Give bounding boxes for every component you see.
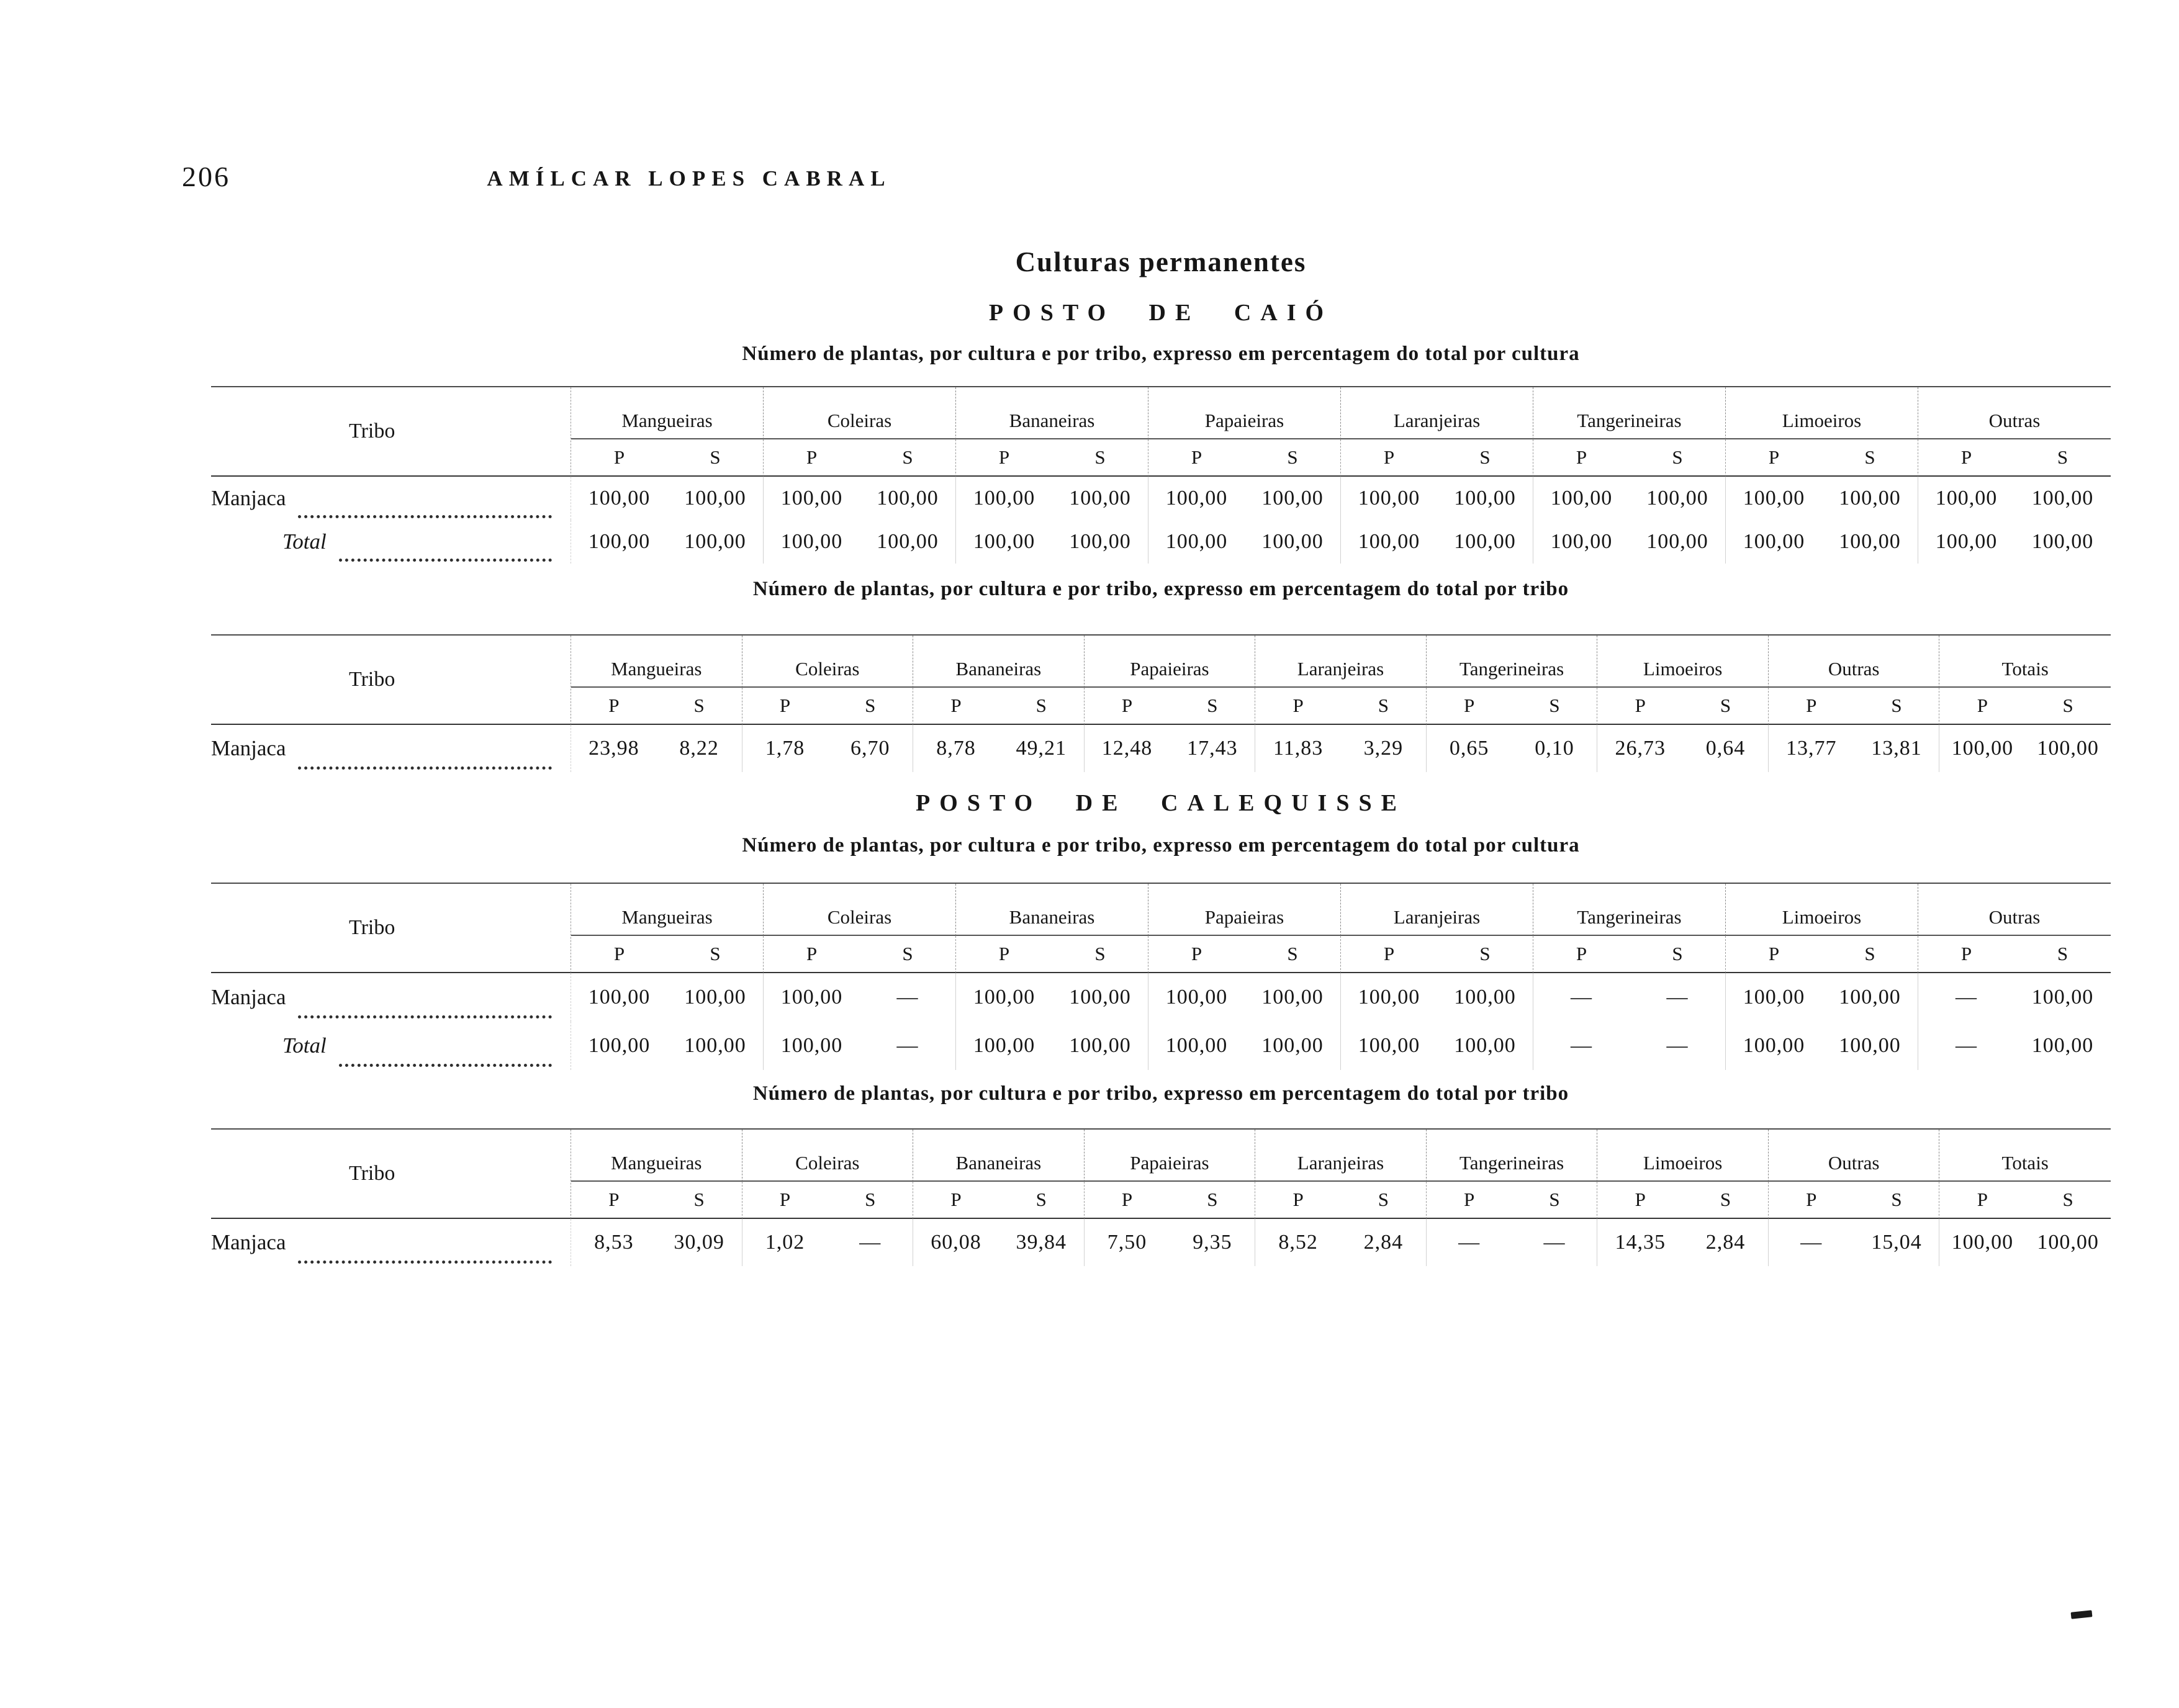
table-cell: 100,00 [1165,487,1228,510]
table-cell: 100,00 [588,986,651,1009]
culture-column-header: Outras [1918,387,2111,439]
subcolumn-header: S [1854,688,1940,725]
culture-column-header: Outras [1918,884,2111,936]
table-cell: 100,00 [1358,530,1420,553]
subcolumn-header: P [1769,688,1854,725]
subcolumn-header: P [1597,688,1683,725]
row-label-text: Manjaca [211,985,286,1009]
table-cell: — [860,1022,956,1070]
table-cell: 0,65 [1449,737,1489,760]
subcolumn-header: P [571,439,667,477]
table-cell: 3,29 [1341,725,1427,772]
dotted-leader [298,743,552,770]
subcolumn-header: S [1822,439,1918,477]
subcolumn-header: S [1683,688,1769,725]
subcolumn-header: S [828,688,913,725]
table-cell: 100,00 [973,487,1035,510]
subcolumn-header: S [1341,688,1427,725]
table-cell: 100,00 [1358,1034,1420,1057]
culture-column-header: Tangerineiras [1427,1130,1598,1182]
table-cell: 100,00 [780,487,843,510]
section-heading-posto-de-caio: POSTO DE CAIÓ [988,300,1333,326]
subcolumn-header: S [1052,439,1148,477]
dotted-leader [298,1237,552,1264]
subcolumn-header: P [1085,688,1170,725]
table-cell: 100,00 [1630,520,1726,564]
subcolumn-header: P [1939,688,2025,725]
table-cell: — [1458,1231,1481,1254]
table-cell: 100,00 [780,530,843,553]
tribo-column-header: Tribo [211,1130,571,1219]
culture-column-header: Laranjeiras [1255,636,1427,688]
subcolumn-header: S [657,688,742,725]
subcolumn-header: P [1769,1182,1854,1219]
table-cell: — [1630,1022,1726,1070]
table-cell: — [1956,1034,1977,1057]
subcolumn-header: S [1170,688,1255,725]
table-cell: 14,35 [1615,1231,1666,1254]
subcolumn-header: P [1427,1182,1512,1219]
subcolumn-header: P [1533,936,1630,973]
table-cell: 100,00 [1165,530,1228,553]
subcolumn-header: P [1085,1182,1170,1219]
table-cell: 100,00 [667,1022,764,1070]
subcolumn-header: S [2025,688,2111,725]
table-cell: 100,00 [1550,530,1613,553]
subcolumn-header: S [667,936,764,973]
culture-column-header: Laranjeiras [1341,387,1533,439]
table-cell: 2,84 [1683,1219,1769,1266]
subcolumn-header: P [742,688,828,725]
row-label [211,477,571,520]
table-calequisse-por-cultura [211,883,2111,1070]
subcolumn-header: S [2014,439,2111,477]
table-cell: 100,00 [1052,973,1148,1022]
subcolumn-header: P [1341,439,1437,477]
culture-column-header: Mangueiras [571,636,742,688]
table-cell: 100,00 [1630,477,1726,520]
table-cell: 1,02 [765,1231,805,1254]
culture-column-header: Papaieiras [1148,884,1341,936]
table-cell: 100,00 [1743,986,1805,1009]
table-cell: 12,48 [1101,737,1153,760]
culture-column-header: Mangueiras [571,884,764,936]
row-label [211,520,571,564]
subcolumn-header: P [742,1182,828,1219]
table-cell: 100,00 [1437,1022,1533,1070]
page-number: 206 [182,161,230,192]
subcolumn-header: P [1918,439,2014,477]
table-cell: 2,84 [1341,1219,1427,1266]
table-cell: 100,00 [2037,737,2099,760]
table-cell: 30,09 [657,1219,742,1266]
table-cell: 100,00 [2031,1034,2094,1057]
culture-column-header: Mangueiras [571,1130,742,1182]
culture-column-header: Bananeiras [956,387,1148,439]
table-cell: 100,00 [1245,520,1341,564]
table-caio-por-tribo [211,634,2111,772]
subcolumn-header: S [1437,439,1533,477]
table-cell: 0,10 [1512,725,1598,772]
table-caio-por-cultura [211,386,2111,564]
subcolumn-header: S [1512,688,1598,725]
table-cell: 1,78 [765,737,805,760]
table-cell: — [1571,986,1592,1009]
table-calequisse-por-tribo [211,1128,2111,1266]
table-cell: 49,21 [999,725,1085,772]
table-cell: 100,00 [860,477,956,520]
subcolumn-header: P [1939,1182,2025,1219]
subcolumn-header: S [1630,936,1726,973]
subcolumn-header: P [1148,936,1245,973]
table-cell: 100,00 [1935,487,1998,510]
subcolumn-header: S [1245,439,1341,477]
table-cell: 100,00 [1245,973,1341,1022]
table-cell: 100,00 [1052,520,1148,564]
table-cell: 100,00 [1437,520,1533,564]
table-cell: 100,00 [1052,1022,1148,1070]
table-cell: 8,22 [657,725,742,772]
row-label [211,1022,571,1070]
culture-column-header: Outras [1769,636,1940,688]
table-cell: 100,00 [1951,1231,2014,1254]
row-label [211,1219,571,1266]
culture-column-header: Coleiras [742,636,914,688]
subcolumn-header: S [999,1182,1085,1219]
table-cell: 100,00 [1822,520,1918,564]
subcolumn-header: P [1726,936,1822,973]
subcolumn-header: S [657,1182,742,1219]
subcolumn-header: P [1148,439,1245,477]
table-cell: — [1512,1219,1598,1266]
table-cell: 100,00 [1437,477,1533,520]
table-cell: 100,00 [588,487,651,510]
table-cell: 100,00 [1743,530,1805,553]
subcolumn-header: P [764,936,860,973]
subcolumn-header: S [860,936,956,973]
table-cell: 100,00 [588,530,651,553]
subcolumn-header: S [1437,936,1533,973]
subcolumn-header: S [1630,439,1726,477]
ink-smudge [2071,1610,2093,1619]
row-label-text: Total [282,1033,327,1058]
section-heading-posto-de-calequisse: POSTO DE CALEQUISSE [916,790,1406,816]
subcolumn-header: P [1255,688,1341,725]
subcolumn-header: P [1255,1182,1341,1219]
culture-column-header: Limoeiros [1726,884,1918,936]
table-cell: 100,00 [1358,487,1420,510]
subcolumn-header: S [2014,936,2111,973]
subcolumn-header: P [571,688,657,725]
table-cell: — [828,1219,913,1266]
table-cell: 100,00 [1437,973,1533,1022]
table-cell: 100,00 [1822,973,1918,1022]
table-cell: 100,00 [1550,487,1613,510]
subcolumn-header: P [913,688,999,725]
table-cell: 100,00 [2031,487,2094,510]
dotted-leader [298,991,552,1018]
table-cell: 6,70 [828,725,913,772]
subcolumn-header: S [1854,1182,1940,1219]
subcolumn-header: S [2025,1182,2111,1219]
table-cell: 11,83 [1273,737,1324,760]
row-label-text: Manjaca [211,486,286,510]
subcolumn-header: S [1512,1182,1598,1219]
table-cell: 39,84 [999,1219,1085,1266]
culture-column-header: Papaieiras [1148,387,1341,439]
table-cell: 15,04 [1854,1219,1940,1266]
table-cell: 100,00 [780,1034,843,1057]
subcolumn-header: P [1533,439,1630,477]
table-cell: 100,00 [2031,530,2094,553]
row-label [211,973,571,1022]
culture-column-header: Totais [1939,636,2111,688]
culture-column-header: Papaieiras [1085,636,1256,688]
culture-column-header: Outras [1769,1130,1940,1182]
subcolumn-header: P [571,936,667,973]
culture-column-header: Coleiras [764,884,956,936]
culture-column-header: Bananeiras [913,1130,1085,1182]
table-cell: 13,81 [1854,725,1940,772]
subcolumn-header: P [571,1182,657,1219]
table-caption-caio-por-tribo: Número de plantas, por cultura e por tribo, expresso em percentagem do total por tribo [752,578,1569,600]
table-cell: 100,00 [973,1034,1035,1057]
table-cell: 17,43 [1170,725,1255,772]
table-cell: 100,00 [1951,737,2014,760]
table-caption-calequisse-por-cultura: Número de plantas, por cultura e por tribo, expresso em percentagem do total por cultura [742,834,1580,856]
culture-column-header: Laranjeiras [1255,1130,1427,1182]
page-title: Culturas permanentes [1015,246,1307,277]
subcolumn-header: P [1597,1182,1683,1219]
subcolumn-header: P [913,1182,999,1219]
table-cell: 60,08 [931,1231,981,1254]
table-cell: 23,98 [589,737,639,760]
table-cell: 26,73 [1615,737,1666,760]
subcolumn-header: P [764,439,860,477]
table-cell: 100,00 [588,1034,651,1057]
table-cell: 100,00 [1165,1034,1228,1057]
subcolumn-header: P [1726,439,1822,477]
table-cell: — [1630,973,1726,1022]
table-cell: 100,00 [1245,1022,1341,1070]
running-header: AMÍLCAR LOPES CABRAL [487,166,891,191]
culture-column-header: Tangerineiras [1533,387,1726,439]
subcolumn-header: S [1245,936,1341,973]
table-cell: — [860,973,956,1022]
subcolumn-header: S [1683,1182,1769,1219]
row-label [211,725,571,772]
dotted-leader [339,537,552,562]
subcolumn-header: S [667,439,764,477]
subcolumn-header: S [828,1182,913,1219]
table-cell: 100,00 [667,973,764,1022]
table-cell: — [1800,1231,1823,1254]
culture-column-header: Tangerineiras [1533,884,1726,936]
dotted-leader [339,1040,552,1067]
table-cell: 100,00 [973,530,1035,553]
table-cell: — [1956,986,1977,1009]
culture-column-header: Bananeiras [956,884,1148,936]
table-caption-calequisse-por-tribo: Número de plantas, por cultura e por tribo, expresso em percentagem do total por tribo [752,1082,1569,1105]
table-caption-caio-por-cultura: Número de plantas, por cultura e por tribo, expresso em percentagem do total por cultura [742,343,1580,365]
table-cell: 13,77 [1786,737,1837,760]
subcolumn-header: P [956,439,1052,477]
table-cell: 100,00 [1052,477,1148,520]
table-cell: 100,00 [1743,1034,1805,1057]
table-cell: 100,00 [2037,1231,2099,1254]
culture-column-header: Bananeiras [913,636,1085,688]
subcolumn-header: S [1822,936,1918,973]
tribo-column-header: Tribo [211,636,571,725]
table-cell: — [1571,1034,1592,1057]
table-cell: 0,64 [1683,725,1769,772]
row-label-text: Manjaca [211,1230,286,1254]
subcolumn-header: P [1918,936,2014,973]
table-cell: 8,78 [936,737,976,760]
table-cell: 100,00 [1245,477,1341,520]
culture-column-header: Laranjeiras [1341,884,1533,936]
culture-column-header: Coleiras [742,1130,914,1182]
subcolumn-header: S [860,439,956,477]
table-cell: 100,00 [973,986,1035,1009]
subcolumn-header: P [1341,936,1437,973]
tribo-column-header: Tribo [211,387,571,477]
table-cell: 100,00 [860,520,956,564]
subcolumn-header: P [1427,688,1512,725]
subcolumn-header: P [956,936,1052,973]
table-cell: 100,00 [2031,986,2094,1009]
culture-column-header: Limoeiros [1726,387,1918,439]
culture-column-header: Coleiras [764,387,956,439]
table-cell: 7,50 [1107,1231,1147,1254]
table-cell: 9,35 [1170,1219,1255,1266]
table-cell: 8,53 [594,1231,634,1254]
table-cell: 100,00 [667,520,764,564]
row-label-text: Manjaca [211,736,286,760]
table-cell: 100,00 [667,477,764,520]
culture-column-header: Limoeiros [1597,636,1769,688]
tribo-column-header: Tribo [211,884,571,973]
subcolumn-header: S [1341,1182,1427,1219]
dotted-leader [298,493,552,518]
table-cell: 100,00 [1822,1022,1918,1070]
table-cell: 100,00 [780,986,843,1009]
table-cell: 8,52 [1278,1231,1318,1254]
table-cell: 100,00 [1822,477,1918,520]
row-label-text: Total [282,529,327,554]
culture-column-header: Totais [1939,1130,2111,1182]
culture-column-header: Papaieiras [1085,1130,1256,1182]
subcolumn-header: S [1170,1182,1255,1219]
culture-column-header: Tangerineiras [1427,636,1598,688]
table-cell: 100,00 [1165,986,1228,1009]
table-cell: 100,00 [1935,530,1998,553]
table-cell: 100,00 [1358,986,1420,1009]
subcolumn-header: S [1052,936,1148,973]
subcolumn-header: S [999,688,1085,725]
culture-column-header: Mangueiras [571,387,764,439]
table-cell: 100,00 [1743,487,1805,510]
culture-column-header: Limoeiros [1597,1130,1769,1182]
